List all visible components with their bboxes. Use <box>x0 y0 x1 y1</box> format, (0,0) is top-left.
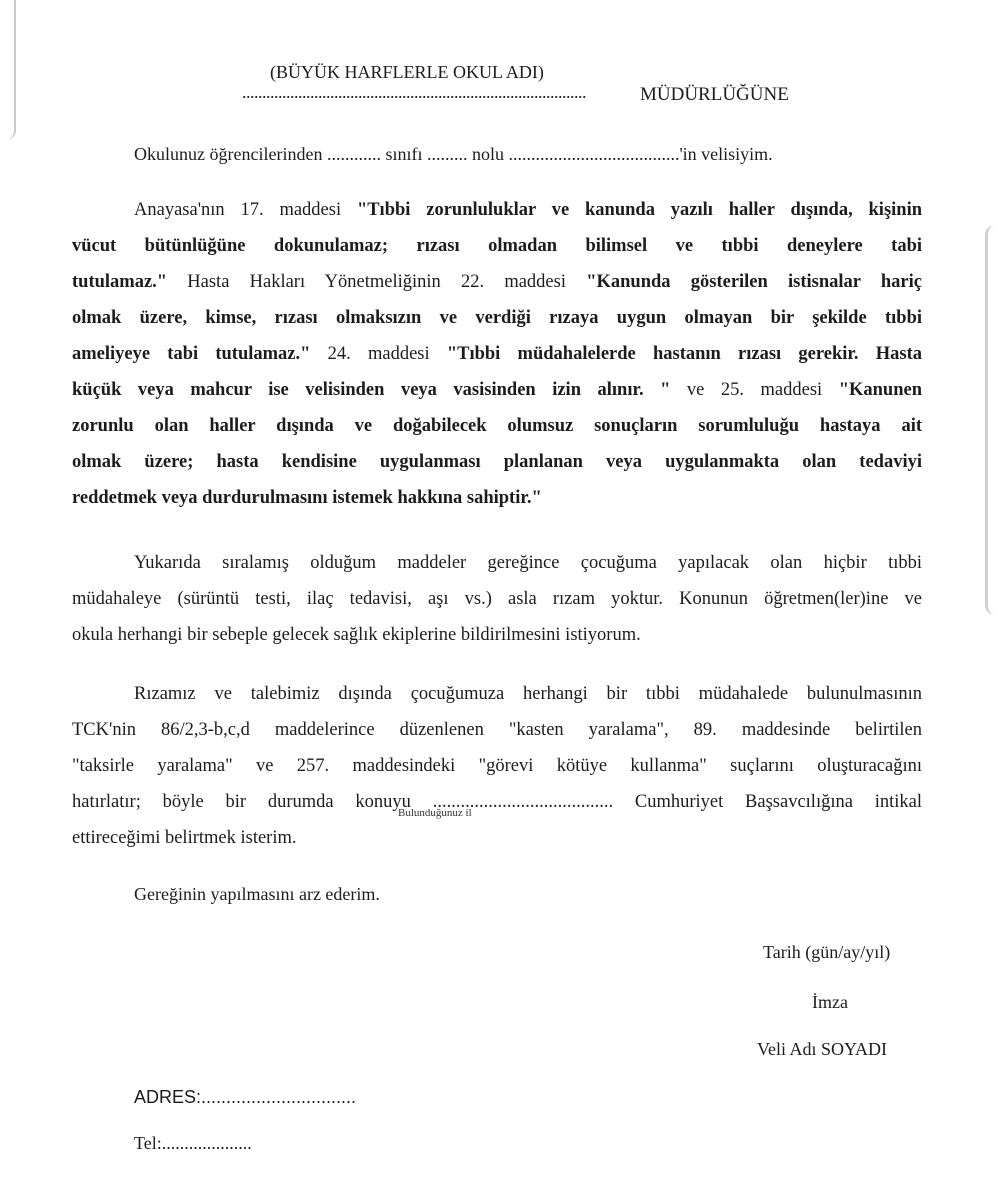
legal-quote: "Kanunda gösterilen istisnalar hariç <box>586 272 922 292</box>
refusal-paragraph <box>72 545 922 653</box>
warning-line: Rızamız ve talebimiz dışında çocuğumuza herhangi bir tıbbi müdahalede bulunulmasının <box>134 684 922 704</box>
signature-label: İmza <box>812 992 848 1012</box>
legal-quote: ameliyeye tabi tutulamaz." <box>72 344 311 364</box>
phone-field: Tel:.................... <box>134 1133 252 1153</box>
legal-quote: "Tıbbi müdahalelerde hastanın rızası gerekir. Hasta <box>446 344 922 364</box>
province-blank-hint: Bulunduğunuz il <box>398 807 472 819</box>
legal-quote: reddetmek veya durdurulmasını istemek hakkına sahiptir." <box>72 488 542 508</box>
refusal-line: Yukarıda sıralamış olduğum maddeler gereğince çocuğuma yapılacak olan hiçbir tıbbi <box>134 553 922 573</box>
school-name-label: (BÜYÜK HARFLERLE OKUL ADI) <box>270 62 544 82</box>
parent-name-label: Veli Adı SOYADI <box>757 1039 888 1059</box>
warning-paragraph <box>72 676 922 856</box>
addressee-title: MÜDÜRLÜĞÜNE <box>640 84 789 105</box>
refusal-line: okula herhangi bir sebeple gelecek sağlık ekiplerine bildirilmesini istiyorum. <box>72 625 641 645</box>
warning-line: ettireceğimi belirtmek isterim. <box>72 828 297 848</box>
warning-line: "taksirle yaralama" ve 257. maddesindeki "görevi kötüye kullanma" suçlarını oluşturacağını <box>72 756 922 776</box>
legal-quote: olmak üzere, kimse, rızası olmaksızın ve verdiği rızaya uygun olmayan bir şekilde tıbbi <box>72 308 922 328</box>
legal-text: Hasta Hakları Yönetmeliğinin 22. maddesi <box>167 272 587 292</box>
refusal-line: müdahaleye (sürüntü testi, ilaç tedavisi, aşı vs.) asla rızam yoktur. Konunun öğretmen(ler)ine ve <box>72 589 922 609</box>
legal-quote: "Kanunen <box>838 380 922 400</box>
legal-quote: zorunlu olan haller dışında ve doğabilecek olumsuz sonuçların sorumluluğu hastaya ait <box>72 416 922 436</box>
legal-text: ve 25. maddesi <box>670 380 839 400</box>
warning-line: Cumhuriyet Başsavcılığına intikal <box>613 792 922 812</box>
warning-line: TCK'nin 86/2,3-b,c,d maddelerince düzenlenen "kasten yaralama", 89. maddesinde belirtilen <box>72 720 922 740</box>
legal-quote: olmak üzere; hasta kendisine uygulanması planlanan veya uygulanmakta olan tedaviyi <box>72 452 922 472</box>
warning-line: hatırlatır; böyle bir durumda konuyu <box>72 792 433 812</box>
legal-quote: "Tıbbi zorunluluklar ve kanunda yazılı haller dışında, kişinin <box>356 200 923 220</box>
legal-quote: küçük veya mahcur ise velisinden veya vasisinden izin alınır. " <box>72 380 671 400</box>
legal-text: Anayasa'nın 17. maddesi <box>134 200 357 220</box>
legal-quote: vücut bütünlüğüne dokunulamaz; rızası olmadan bilimsel ve tıbbi deneylere tabi <box>72 236 922 256</box>
screen-edge-right <box>985 225 1000 615</box>
legal-quote: tutulamaz." <box>72 272 168 292</box>
legal-paragraph <box>72 192 922 516</box>
date-label: Tarih (gün/ay/yıl) <box>763 942 891 962</box>
addressee-dots: ...................................................................................... <box>242 82 586 102</box>
address-field: ADRES:............................... <box>134 1087 357 1107</box>
closing-line: Gereğinin yapılmasını arz ederim. <box>134 884 380 904</box>
intro-line: Okulunuz öğrencilerinden ............ sınıfı ......... nolu ......................................'in velisiyim. <box>134 144 773 164</box>
legal-text: 24. maddesi <box>310 344 447 364</box>
screen-edge-left <box>0 0 16 140</box>
province-blank: ....................................... <box>432 792 614 812</box>
